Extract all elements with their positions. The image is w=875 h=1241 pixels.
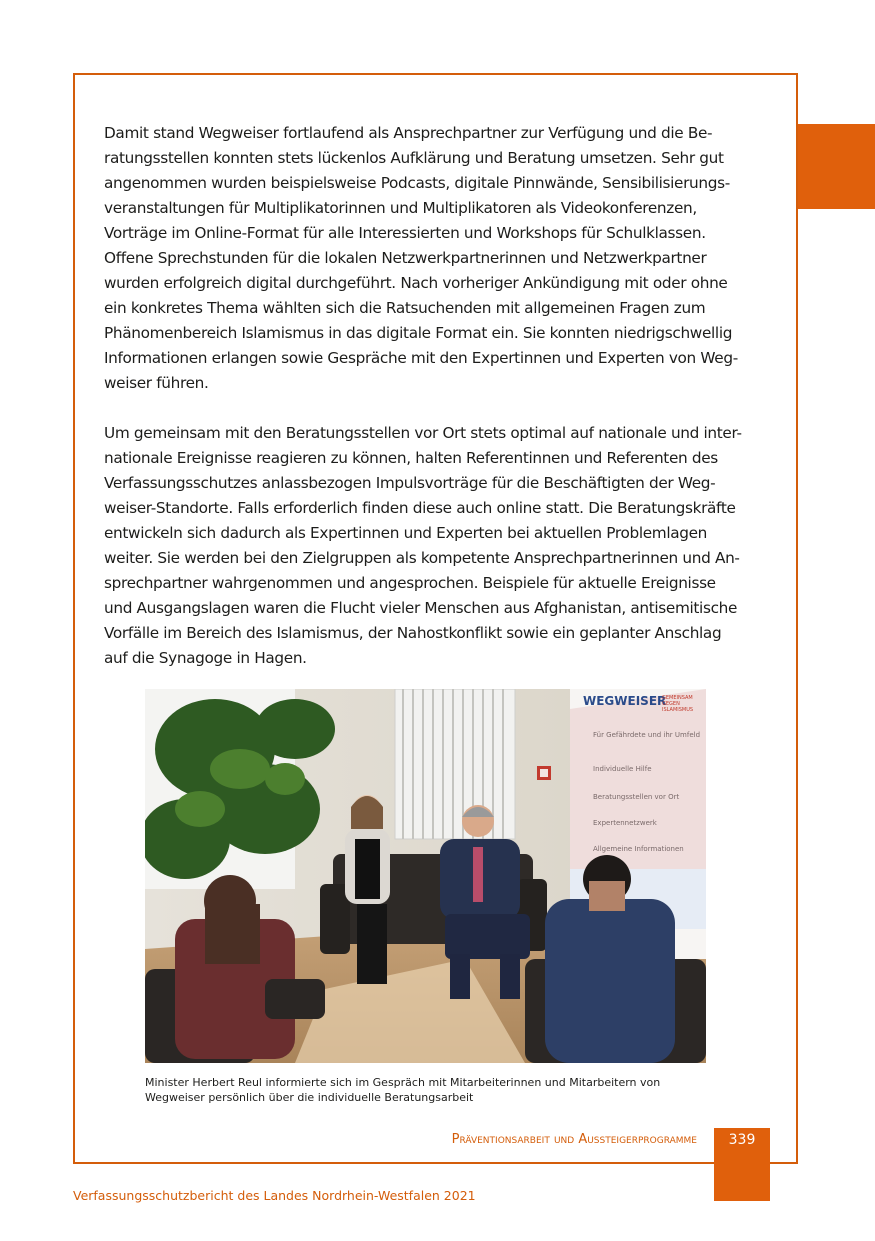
meeting-photo — [145, 689, 706, 1063]
text-line: entwickeln sich dadurch als Expertinnen und Experten bei aktuellen Problemlagen — [104, 524, 708, 542]
banner-item: Beratungsstellen vor Ort — [593, 793, 680, 801]
banner-item: Allgemeine Informationen — [593, 845, 684, 853]
caption-line: Minister Herbert Reul informierte sich im Gespräch mit Mitarbeiterinnen und Mitarbeitern von — [145, 1076, 661, 1089]
banner-title: WEGWEISER — [583, 694, 667, 708]
text-line: ein konkretes Thema wählten sich die Ratsuchenden mit allgemeinen Fragen zum — [104, 299, 706, 317]
text-line: ratungsstellen konnten stets lückenlos Aufklärung und Beratung umsetzen. Sehr gut — [104, 149, 724, 167]
text-line: angenommen wurden beispielsweise Podcasts, digitale Pinnwände, Sensibilisierungs- — [104, 174, 730, 192]
text-line: weiter. Sie werden bei den Zielgruppen als kompetente Ansprechpartnerinnen und An- — [104, 549, 740, 567]
chapter-title: Präventionsarbeit und Aussteigerprogramme — [451, 1132, 697, 1147]
text-line: Vorträge im Online-Format für alle Interessierten und Workshops für Schulklassen. — [104, 224, 706, 242]
text-line: wurden erfolgreich digital durchgeführt. Nach vorheriger Ankündigung mit oder ohne — [104, 274, 728, 292]
text-line: auf die Synagoge in Hagen. — [104, 649, 307, 667]
caption-line: Wegweiser persönlich über die individuelle Beratungsarbeit — [145, 1091, 474, 1104]
banner-item: Für Gefährdete und ihr Umfeld — [593, 731, 701, 739]
banner-tagline: GEGEN — [662, 701, 680, 707]
meeting-photo-illustration — [145, 689, 706, 1063]
banner-tagline: ISLAMISMUS — [662, 707, 694, 713]
banner-item: Expertennetzwerk — [593, 819, 657, 827]
chapter-side-tab — [798, 124, 875, 209]
banner-item: Individuelle Hilfe — [593, 765, 652, 773]
page-number-box — [714, 1128, 770, 1201]
text-line: Verfassungsschutzes anlassbezogen Impulsvorträge für die Beschäftigten der Weg- — [104, 474, 716, 492]
text-line: weiser führen. — [104, 374, 209, 392]
text-line: veranstaltungen für Multiplikatorinnen und Multiplikatoren als Videokonferenzen, — [104, 199, 697, 217]
text-line: weiser-Standorte. Falls erforderlich finden diese auch online statt. Die Beratungskräfte — [104, 499, 736, 517]
paragraph-2 — [104, 421, 768, 671]
text-line: Informationen erlangen sowie Gespräche mit den Expertinnen und Experten von Weg- — [104, 349, 738, 367]
text-line: Um gemeinsam mit den Beratungsstellen vor Ort stets optimal auf nationale und inter- — [104, 424, 742, 442]
text-line: Phänomenbereich Islamismus in das digitale Format ein. Sie konnten niedrigschwellig — [104, 324, 733, 342]
text-line: sprechpartner wahrgenommen und angesprochen. Beispiele für aktuelle Ereignisse — [104, 574, 716, 592]
page-number: 339 — [728, 1132, 756, 1148]
text-line: und Ausgangslagen waren die Flucht vieler Menschen aus Afghanistan, antisemitische — [104, 599, 738, 617]
text-line: Vorfälle im Bereich des Islamismus, der Nahostkonflikt sowie ein geplanter Anschlag — [104, 624, 722, 642]
body-text — [104, 121, 768, 671]
text-line: Damit stand Wegweiser fortlaufend als Ansprechpartner zur Verfügung und die Be- — [104, 124, 713, 142]
text-line: Offene Sprechstunden für die lokalen Netzwerkpartnerinnen und Netzwerkpartner — [104, 249, 707, 267]
banner-tagline: GEMEINSAM — [662, 695, 693, 701]
photo-caption — [145, 1075, 745, 1105]
paragraph-1 — [104, 121, 768, 396]
footer-publication-title: Verfassungsschutzbericht des Landes Nordrhein-Westfalen 2021 — [73, 1188, 476, 1203]
text-line: nationale Ereignisse reagieren zu können, halten Referentinnen und Referenten des — [104, 449, 718, 467]
